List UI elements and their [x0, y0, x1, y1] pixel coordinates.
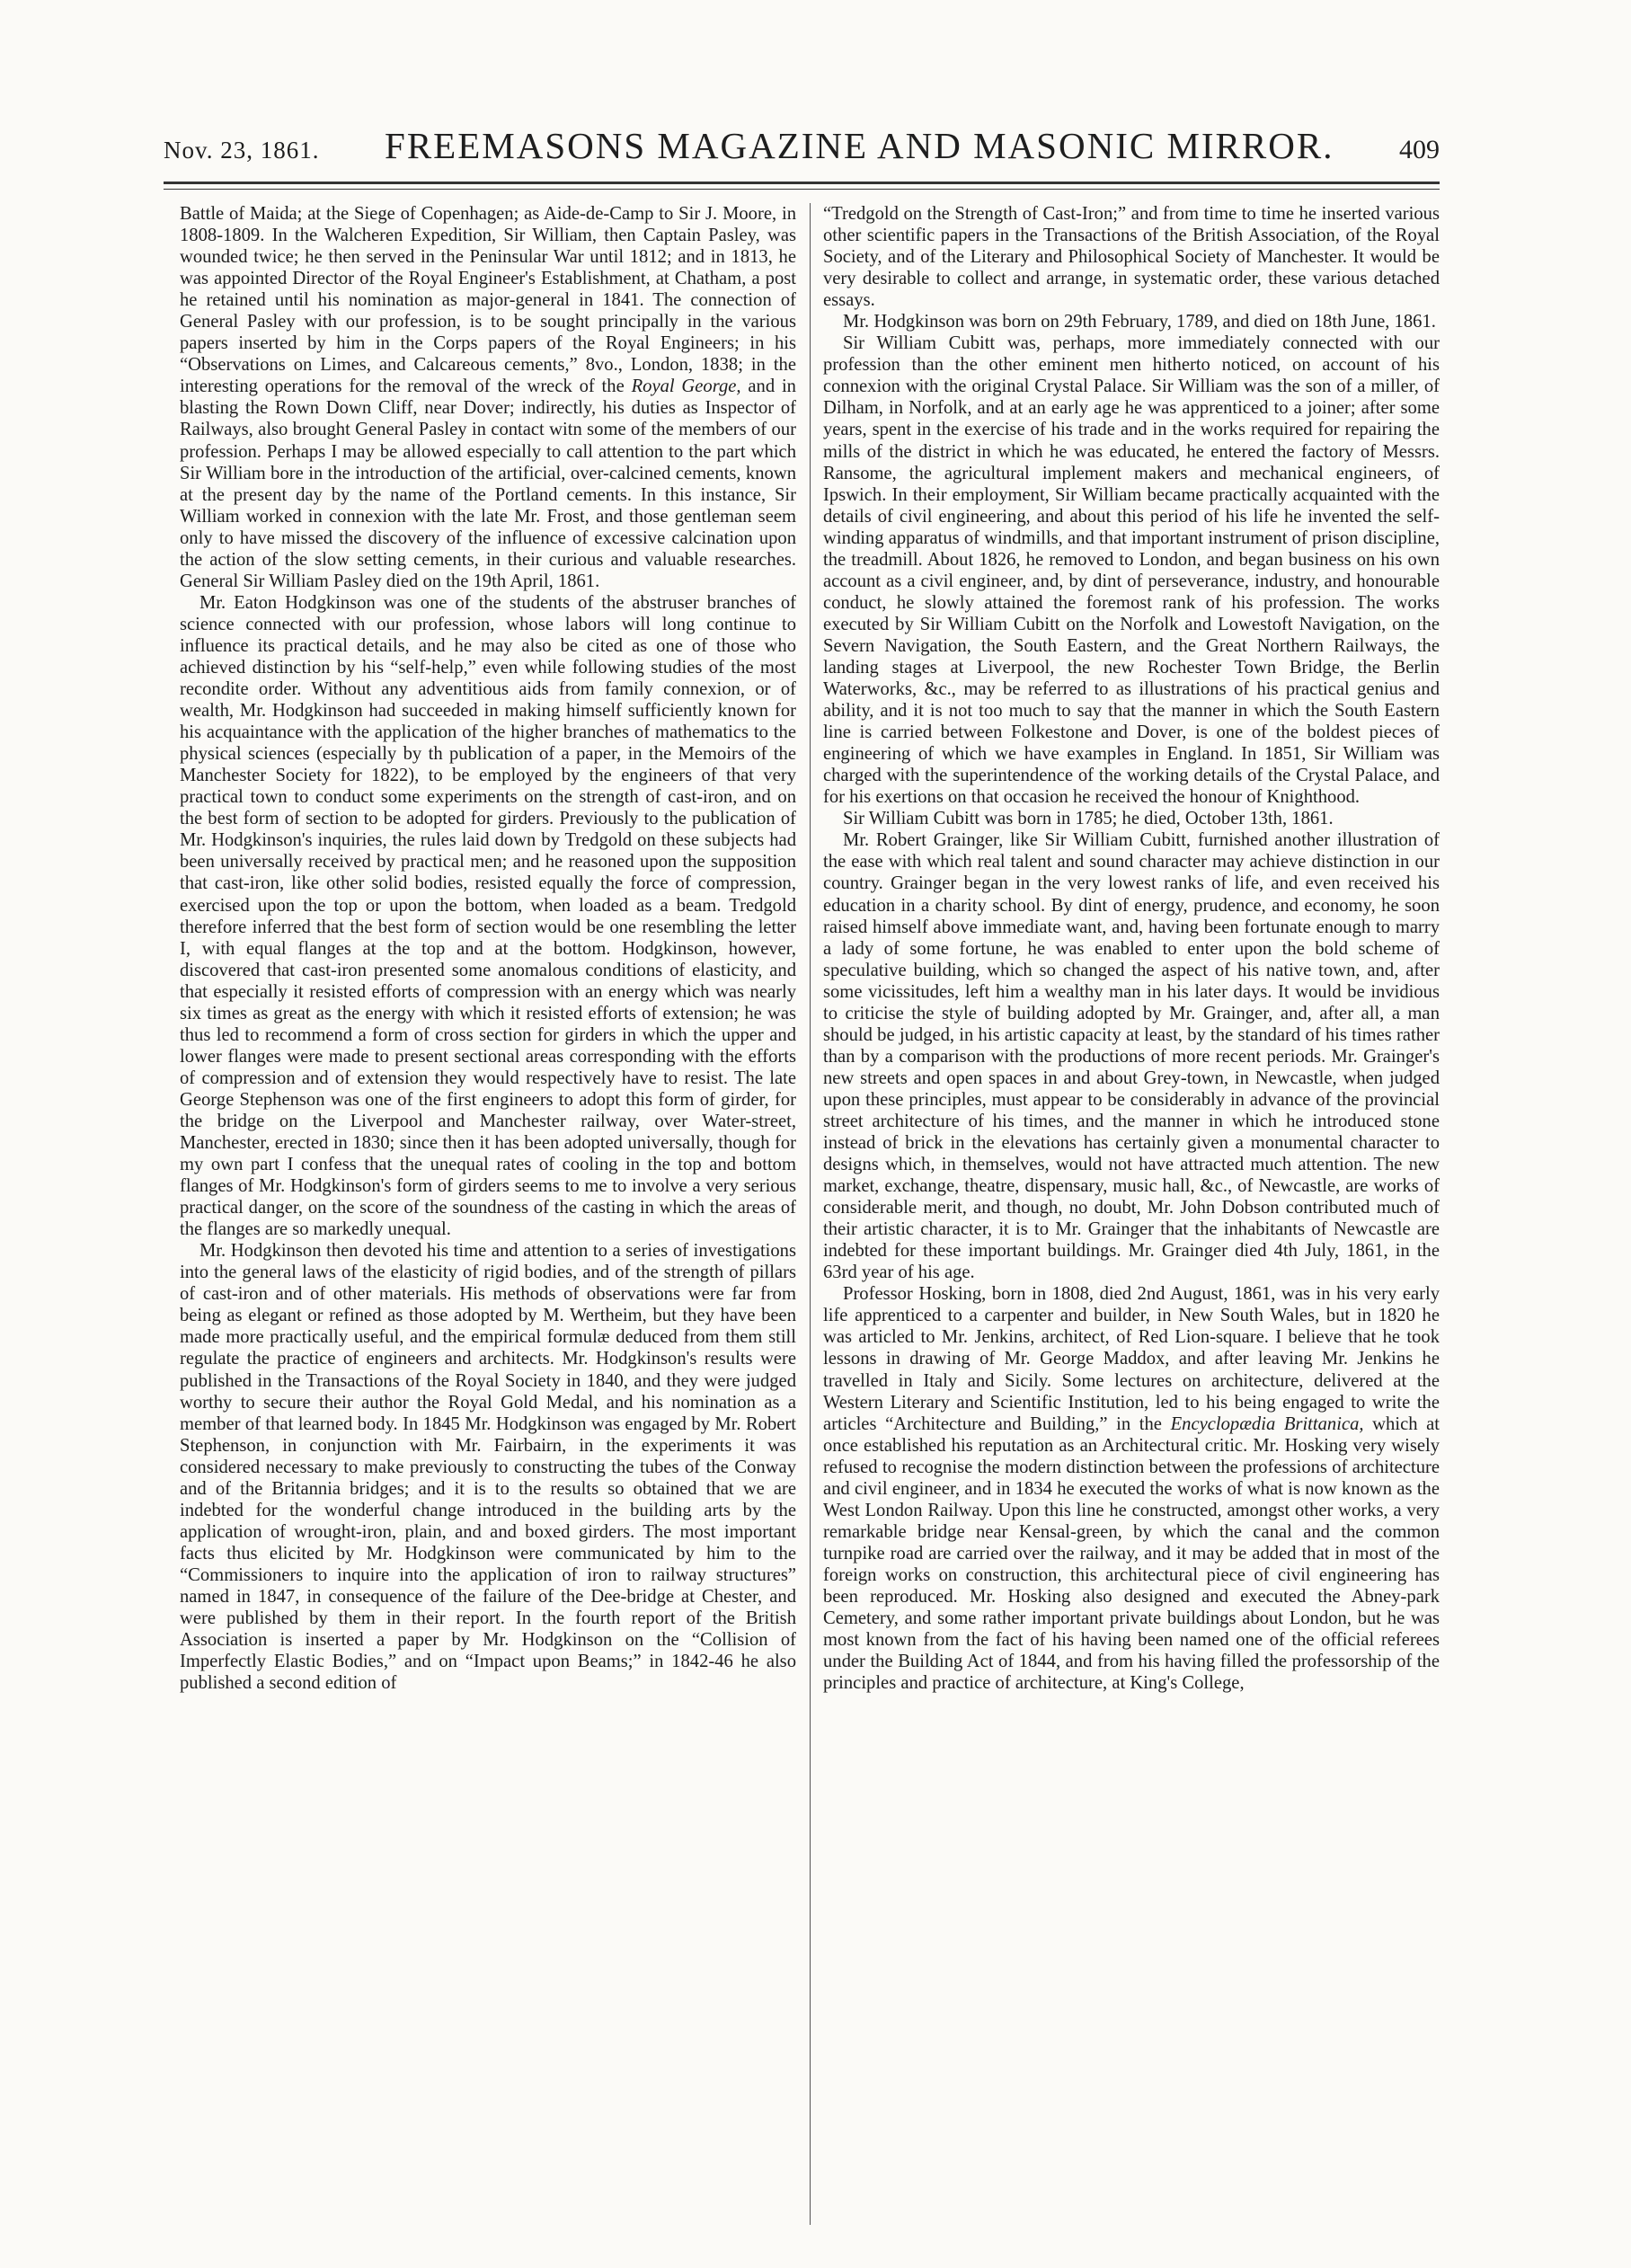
right-column — [823, 203, 1440, 2225]
paragraph-hodgkinson-dates: Mr. Hodgkinson was born on 29th February, 1789, and died on 18th June, 1861. — [843, 312, 1436, 332]
paragraph-hosking: Professor Hosking, born in 1808, died 2nd August, 1861, was in his very early life apprenticed to a carpenter and builder, in New South Wales, but in 1820 he was articled to Mr. Jenkins, architect, of Red Lion-square. I believe that he took lessons in drawing of Mr. George Maddox, and after leaving Mr. Jenkins he travelled in Italy and Sicily. Some lectures on architecture, delivered at the Western Literary and Scientific Institution, led to his being engaged to write the articles “Architecture and Building,” in the Encyclopædia Brittanica, which at once established his reputation as an Architectural critic. Mr. Hosking very wisely refused to recognise the modern distinction between the professions of architecture and civil engineer, and in 1834 he executed the works of what is now known as the West London Railway. Upon this line he constructed, amongst other works, a very remarkable bridge near Kensal-green, by which the canal and the common turnpike road are carried over the railway, and it may be added that in most of the foreign works on construction, this architectural piece of civil engineering has been reproduced. Mr. Hosking also designed and executed the Abney-park Cemetery, and some rather important private buildings about London, but he was most known from the fact of his having been named one of the official referees under the Building Act of 1844, and from his having filled the professorship of the principles and practice of architecture, at King's College, — [823, 1284, 1440, 1694]
paragraph-hodgkinson-1: Mr. Eaton Hodgkinson was one of the students of the abstruser branches of science connected with our profession, whose labors will long continue to influence its practical details, and he may also be cited as one of those who achieved distinction by his “self-help,” even while following studies of the most recondite order. Without any adventitious aids from family connexion, or of wealth, Mr. Hodgkinson had succeeded in making himself sufficiently known for his acquaintance with the application of the higher branches of mathematics to the physical sciences (especially by th publication of a paper, in the Memoirs of the Manchester Society for 1822), to be employed by the engineers of that very practical town to conduct some experiments on the strength of cast-iron, and on the best form of section to be adopted for girders. Previously to the publication of Mr. Hodgkinson's inquiries, the rules laid down by Tredgold on these subjects had been universally received by practical men; and he reasoned upon the supposition that cast-iron, like other solid bodies, resisted equally the force of compression, exercised upon the top or upon the bottom, when loaded as a beam. Tredgold therefore inferred that the best form of section would be one resembling the letter I, with equal flanges at the top and at the bottom. Hodgkinson, however, discovered that cast-iron presented some anomalous conditions of elasticity, and that especially it resisted efforts of compression with an energy which was nearly six times as great as the energy with which it resisted efforts of extension; he was thus led to recommend a form of cross section for girders in which the upper and lower flanges were made to present sectional areas corresponding with the efforts of compression and of extension they would respectively have to resist. The late George Stephenson was one of the first engineers to adopt this form of girder, for the bridge on the Liverpool and Manchester railway, over Water-street, Manchester, erected in 1830; since then it has been adopted universally, though for my own part I confess that the unequal rates of cooling in the top and bottom flanges of Mr. Hodgkinson's form of girders seems to me to involve a very serious practical danger, on the score of the soundness of the casting in which the areas of the flanges are so markedly unequal. — [180, 592, 796, 1240]
paragraph-hodgkinson-2: Mr. Hodgkinson then devoted his time and attention to a series of investigations into the general laws of the elasticity of rigid bodies, and of the strength of pillars of cast-iron and of other materials. His methods of observations were far from being as elegant or refined as those adopted by M. Wertheim, but they have been made more practically useful, and the empirical formulæ deduced from them still regulate the practice of engineers and architects. Mr. Hodgkinson's results were published in the Transactions of the Royal Society in 1840, and they were judged worthy to secure their author the Royal Gold Medal, and his nomination as a member of that learned body. In 1845 Mr. Hodgkinson was engaged by Mr. Robert Stephenson, in conjunction with Mr. Fairbairn, in the experiments it was considered necessary to make previously to constructing the tubes of the Conway and of the Britannia bridges; and it is to the results so obtained that we are indebted for the wonderful change introduced in the building arts by the application of wrought-iron, plain, and and boxed girders. The most important facts thus elicited by Mr. Hodgkinson were communicated by him to the “Commissioners to inquire into the application of iron to railway structures” named in 1847, in consequence of the failure of the Dee-bridge at Chester, and were published by them in their report. In the fourth report of the British Association is inserted a paper by Mr. Hodgkinson on the “Collision of Imperfectly Elastic Bodies,” and on “Impact upon Beams;” in 1842-46 he also published a second edition of — [180, 1241, 796, 1694]
left-column — [180, 203, 796, 2225]
paragraph-grainger: Mr. Robert Grainger, like Sir William Cubitt, furnished another illustration of the ease with which real talent and sound character may achieve distinction in our country. Grainger began in the very lowest ranks of life, and even received his education in a charity school. By dint of energy, prudence, and economy, he soon raised himself above immediate want, and, having been fortunate enough to marry a lady of some fortune, he was enabled to enter upon the bold scheme of speculative building, which so changed the aspect of his native town, and, after some vicissitudes, left him a wealthy man in his later days. It would be invidious to criticise the style of building adopted by Mr. Grainger, and, after all, a man should be judged, in his artistic capacity at least, by the standard of his times rather than by a comparison with the productions of more recent periods. Mr. Grainger's new streets and open spaces in and about Grey-town, in Newcastle, when judged upon these principles, must appear to be considerably in advance of the provincial street architecture of his times, and the manner in which he introduced stone instead of brick in the elevations has certainly given a monumental character to designs which, in themselves, would not have attracted much attention. The new market, exchange, theatre, dispensary, music hall, &c., of Newcastle, are works of considerable merit, and though, no doubt, Mr. John Dobson contributed much of their artistic character, it is to Mr. Grainger that the inhabitants of Newcastle are indebted for these important buildings. Mr. Grainger died 4th July, 1861, in the 63rd year of his age. — [823, 830, 1440, 1283]
header-rule-thick — [164, 182, 1440, 184]
paragraph-pasley: Battle of Maida; at the Siege of Copenhagen; as Aide-de-Camp to Sir J. Moore, in 1808-1809. In the Walcheren Expedition, Sir William, then Captain Pasley, was wounded twice; he then served in the Peninsular War until 1812; and in 1813, he was appointed Director of the Royal Engineer's Establishment, at Chatham, a post he retained until his nomination as major-general in 1841. The connection of General Pasley with our profession, is to be sought principally in the various papers inserted by him in the Corps papers of the Royal Engineers; in his “Observations on Limes, and Calcareous cements,” 8vo., London, 1838; in the interesting operations for the removal of the wreck of the Royal George, and in blasting the Rown Down Cliff, near Dover; indirectly, his duties as Inspector of Railways, also brought General Pasley in contact witn some of the members of our profession. Perhaps I may be allowed especially to call attention to the part which Sir William bore in the introduction of the artificial, over-calcined cements, known at the present day by the name of the Portland cements. In this instance, Sir William worked in connexion with the late Mr. Frost, and those gentleman seem only to have missed the discovery of the influence of excessive calcination upon the action of the slow setting cements, in their curious and valuable researches. General Sir William Pasley died on the 19th April, 1861. — [180, 204, 796, 591]
column-divider — [810, 203, 811, 2225]
issue-date: Nov. 23, 1861. — [164, 137, 320, 164]
header-rule-thin — [164, 189, 1440, 190]
paragraph-tredgold: “Tredgold on the Strength of Cast-Iron;” and from time to time he inserted various other scientific papers in the Transactions of the British Association, of the Royal Society, and of the Literary and Philosophical Society of Manchester. It would be very desirable to collect and arrange, in systematic order, these various detached essays. — [823, 204, 1440, 311]
masthead-title: FREEMASONS MAGAZINE AND MASONIC MIRROR. — [385, 125, 1334, 166]
page-number: 409 — [1398, 135, 1440, 164]
paragraph-cubitt-dates: Sir William Cubitt was born in 1785; he died, October 13th, 1861. — [843, 809, 1334, 829]
page-header — [164, 124, 1440, 174]
paragraph-cubitt: Sir William Cubitt was, perhaps, more immediately connected with our profession than the other eminent men hitherto noticed, on account of his connexion with the original Crystal Palace. Sir William was the son of a miller, of Dilham, in Norfolk, and at an early age he was apprenticed to a joiner; after some years, spent in the exercise of his trade and in the works required for repairing the mills of the district in which he was educated, he entered the factory of Messrs. Ransome, the agricultural implement makers and mechanical engineers, of Ipswich. In their employment, Sir William became practically acquainted with the details of civil engineering, and about this period of his life he invented the self-winding apparatus of windmills, and that important instrument of prison discipline, the treadmill. About 1826, he removed to London, and began business on his own account as a civil engineer, and, by dint of perseverance, industry, and honourable conduct, he slowly attained the foremost rank of his profession. The works executed by Sir William Cubitt on the Norfolk and Lowestoft Navigation, on the Severn Navigation, the South Eastern, and the Great Northern Railways, the landing stages at Liverpool, the new Rochester Town Bridge, the Berlin Waterworks, &c., may be referred to as illustrations of his practical genius and ability, and it is not too much to say that the manner in which the South Eastern line is carried between Folkestone and Dover, is one of the boldest pieces of engineering of which we have examples in England. In 1851, Sir William was charged with the superintendence of the working details of the Crystal Palace, and for his exertions on that occasion he received the honour of Knighthood. — [823, 333, 1440, 808]
